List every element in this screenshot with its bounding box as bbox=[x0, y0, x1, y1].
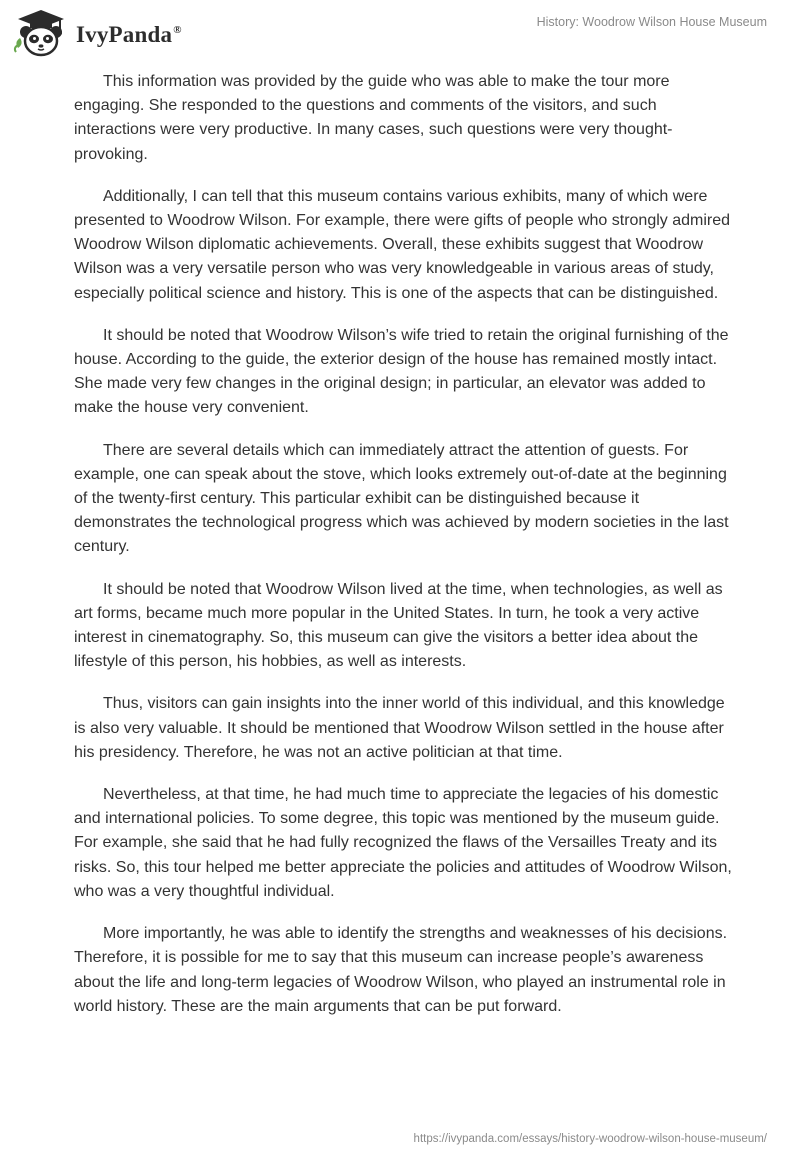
document-title: History: Woodrow Wilson House Museum bbox=[536, 15, 767, 29]
paragraph: Additionally, I can tell that this museum contains various exhibits, many of which were presented to Woodrow Wilson. For example, there were gifts of people who strongly admired Woodrow Wilson diplomatic achievements. Overall, these exhibits suggest that Woodrow Wilson was a very versatile person who was very knowledgeable in various areas of study, especially political science and history. This is one of the aspects that can be distinguished. bbox=[74, 187, 731, 302]
essay-body bbox=[74, 70, 734, 1037]
paragraph: It should be noted that Woodrow Wilson’s wife tried to retain the original furnishing of the house. According to the guide, the exterior design of the house has remained mostly intact. She made very few changes in the original design; in particular, an elevator was added to make the house very convenient. bbox=[74, 326, 729, 417]
source-url-link[interactable]: https://ivypanda.com/essays/history-woodrow-wilson-house-museum/ bbox=[413, 1133, 767, 1145]
page-header bbox=[0, 0, 800, 70]
paragraph: It should be noted that Woodrow Wilson lived at the time, when technologies, as well as art forms, became much more popular in the United States. In turn, he took a very active interest in cinematography. So, this museum can give the visitors a better idea about the lifestyle of this person, his hobbies, as well as interests. bbox=[74, 580, 723, 671]
paragraph: This information was provided by the guide who was able to make the tour more engaging. She responded to the questions and comments of the visitors, and such interactions were very productive. In many cases, such questions were very thought-provoking. bbox=[74, 73, 673, 163]
registered-mark: ® bbox=[173, 24, 182, 36]
panda-graduate-icon bbox=[12, 8, 70, 58]
paragraph: More importantly, he was able to identify the strengths and weaknesses of his decisions. Therefore, it is possible for me to say that this museum can increase people’s awareness about the life and long-term legacies of Woodrow Wilson, who played an instrumental role in world history. These are the main arguments that can be put forward. bbox=[74, 925, 728, 1015]
brand-logo[interactable] bbox=[12, 8, 182, 58]
brand-name: IvyPanda® bbox=[76, 22, 182, 47]
paragraph: Thus, visitors can gain insights into the inner world of this individual, and this knowledge is also very valuable. It should be mentioned that Woodrow Wilson settled in the house after his presidency. Therefore, he was not an active politician at that time. bbox=[74, 695, 725, 761]
paragraph: Nevertheless, at that time, he had much time to appreciate the legacies of his domestic and international policies. To some degree, this topic was mentioned by the museum guide. For example, she said that he had fully recognized the flaws of the Versailles Treaty and its risks. So, this tour helped me better appreciate the policies and attitudes of Woodrow Wilson, who was a very thoughtful individual. bbox=[74, 786, 732, 900]
paragraph: There are several details which can immediately attract the attention of guests. For example, one can speak about the stove, which looks extremely out-of-date at the beginning of the twenty-first century. This particular exhibit can be distinguished because it demonstrates the technological progress which was achieved by modern societies in the last century. bbox=[74, 441, 729, 556]
